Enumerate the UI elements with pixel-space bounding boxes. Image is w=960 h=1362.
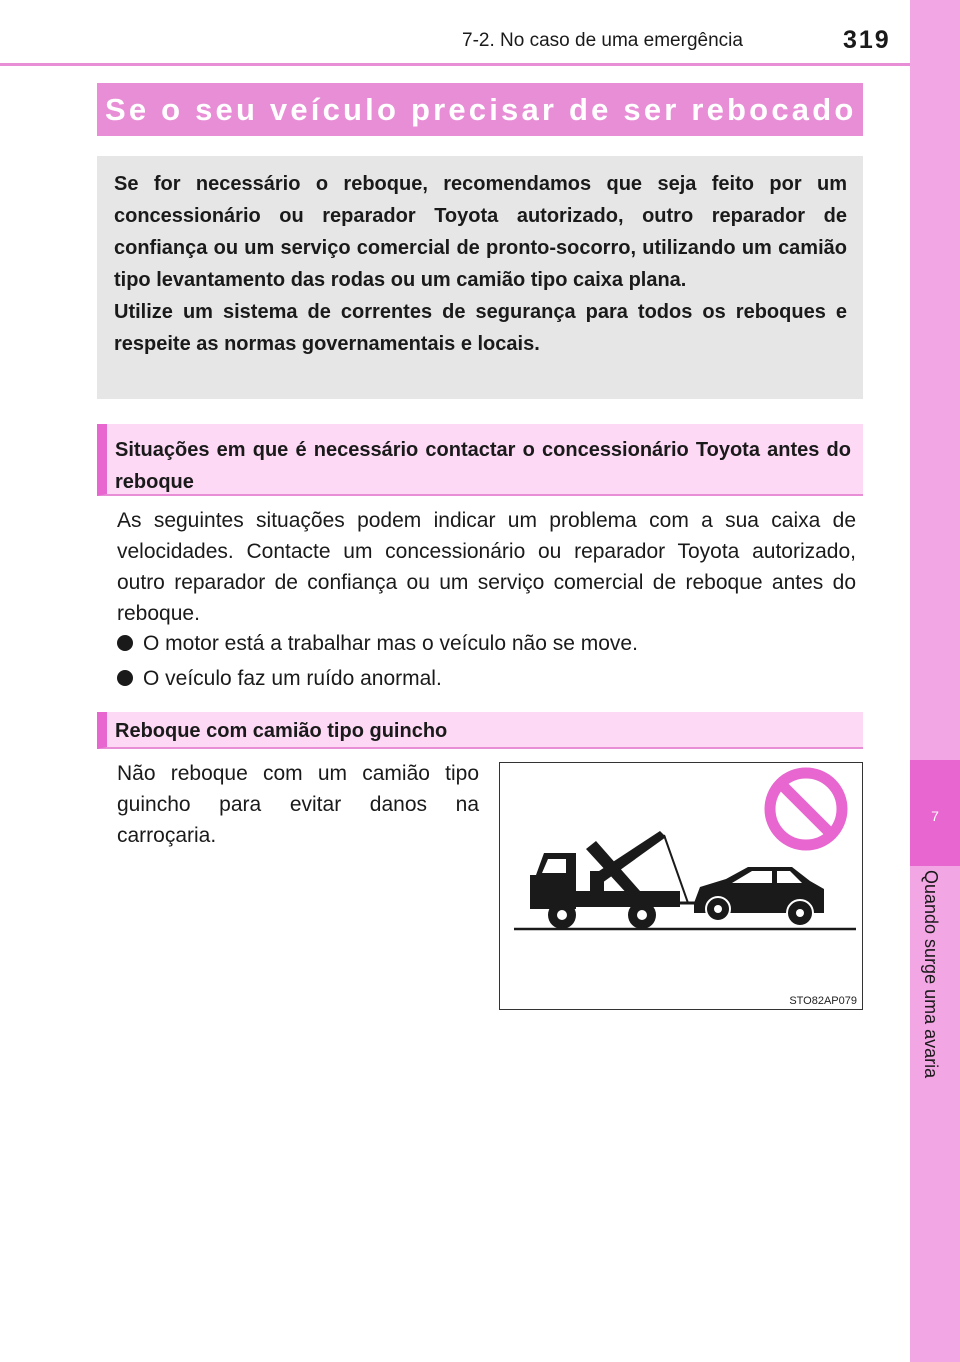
towed-car [694,867,824,926]
header-rule [0,63,910,66]
tow-illustration [499,762,863,1010]
page-title: Se o seu veículo precisar de ser rebocado [97,83,863,136]
tow-truck [530,831,696,929]
chapter-label: Quando surge uma avaria [921,870,941,1079]
page-number: 319 [843,26,891,54]
side-tab [910,0,960,1362]
bullet-dot-icon [117,635,133,651]
section-1-heading: Situações em que é necessário contactar o concessionário Toyota antes do reboque [97,424,863,496]
section-2-heading: Reboque com camião tipo guincho [97,712,863,749]
summary-paragraph-2: Utilize um sistema de correntes de segurança para todos os reboques e respeite as normas governamentais e locais. [114,301,847,355]
summary-box [97,156,863,399]
summary-paragraph-1: Se for necessário o reboque, recomendamos que seja feito por um concessionário ou reparador Toyota autorizado, outro reparador de confiança ou um serviço comercial de pronto-socorro, utilizando um camião tipo levantamento das rodas ou um camião tipo caixa plana. [114,173,847,291]
section-2-body: Não reboque com um camião tipo guincho para evitar danos na carroçaria. [117,762,479,847]
chapter-number: 7 [931,808,939,824]
section-1-body: As seguintes situações podem indicar um problema com a sua caixa de velocidades. Contacte um concessionário ou reparador Toyota autorizado, outro reparador de confiança ou um serviço comercial de reboque antes do reboque. [117,509,856,625]
bullet-item [117,628,638,659]
bullet-item [117,663,442,694]
header-section-title: 7-2. No caso de uma emergência [462,30,743,51]
figure-code: STO82AP079 [789,995,857,1007]
tow-illustration-drawing [500,763,862,1009]
prohibited-icon [770,773,842,845]
bullet-text: O veículo faz um ruído anormal. [143,667,442,690]
bullet-dot-icon [117,670,133,686]
bullet-text: O motor está a trabalhar mas o veículo não se move. [143,632,638,655]
